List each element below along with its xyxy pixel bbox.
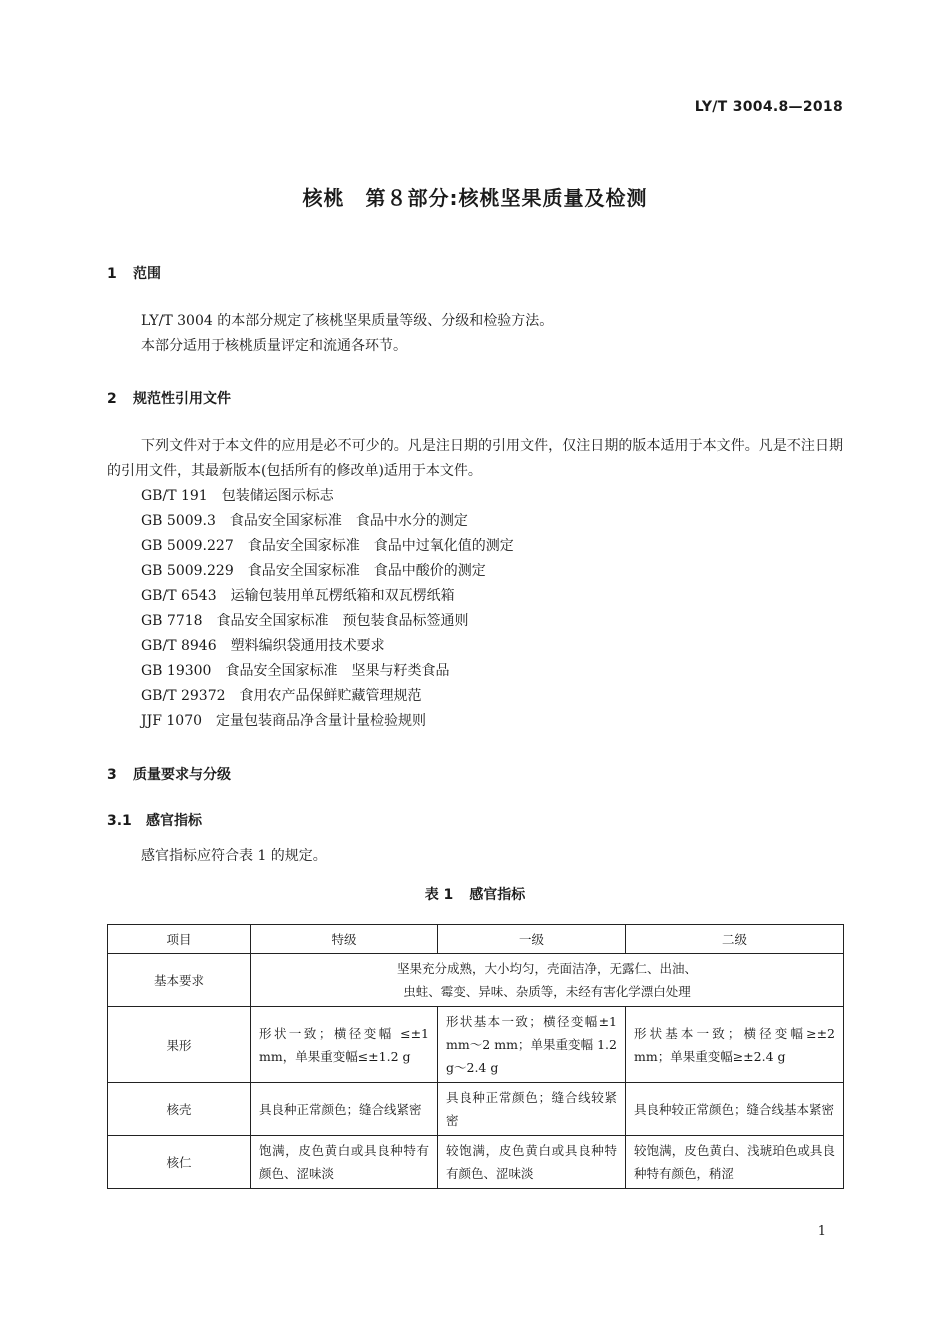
table-item-cell: 基本要求 (108, 954, 251, 1007)
reference-name: 食品安全国家标准 食品中水分的测定 (229, 513, 468, 529)
section-2-heading (107, 388, 231, 408)
reference-item (141, 509, 514, 534)
table-cell-second-grade: 形状基本一致；横径变幅≥±2 mm；单果重变幅≥±2.4 g (626, 1007, 844, 1083)
table-cell-first-grade: 形状基本一致；横径变幅±1 mm～2 mm；单果重变幅 1.2 g～2.4 g (438, 1007, 626, 1083)
reference-name: 定量包装商品净含量计量检验规则 (216, 713, 427, 729)
section-title: 质量要求与分级 (133, 767, 231, 783)
section-number: 3.1 (107, 813, 132, 829)
reference-item (141, 484, 514, 509)
reference-item (141, 609, 514, 634)
table-cell-first-grade: 较饱满，皮色黄白或具良种特有颜色、涩味淡 (438, 1136, 626, 1189)
section-title: 范围 (133, 266, 161, 282)
reference-name: 塑料编织袋通用技术要求 (230, 638, 385, 654)
section-1-paragraph: LY/T 3004 的本部分规定了核桃坚果质量等级、分级和检验方法。 (141, 313, 554, 329)
section-3-1-heading (107, 810, 202, 830)
sensory-index-table (107, 924, 844, 1189)
reference-name: 食品安全国家标准 坚果与籽类食品 (225, 663, 450, 679)
normative-references-list (141, 484, 514, 734)
table-row (108, 1083, 844, 1136)
reference-name: 运输包装用单瓦楞纸箱和双瓦楞纸箱 (230, 588, 455, 604)
reference-item (141, 534, 514, 559)
reference-name: 食用农产品保鲜贮藏管理规范 (239, 688, 422, 704)
table-header-row (108, 925, 844, 954)
table-header-cell: 二级 (626, 925, 844, 954)
reference-item (141, 659, 514, 684)
reference-item (141, 709, 514, 734)
reference-code: GB/T 6543 (141, 588, 217, 604)
table-cell-second-grade: 具良种较正常颜色；缝合线基本紧密 (626, 1083, 844, 1136)
section-number: 1 (107, 266, 117, 282)
reference-code: GB/T 191 (141, 488, 208, 504)
reference-item (141, 559, 514, 584)
table-row (108, 1007, 844, 1083)
table-cell-special-grade: 形状一致；横径变幅 ≤±1 mm，单果重变幅≤±1.2 g (251, 1007, 438, 1083)
section-1-paragraph: 本部分适用于核桃质量评定和流通各环节。 (141, 338, 407, 354)
section-3-1-paragraph: 感官指标应符合表 1 的规定。 (141, 848, 327, 864)
reference-name: 食品安全国家标准 预包装食品标签通则 (216, 613, 469, 629)
table-caption (0, 884, 950, 904)
basic-requirement-line: 坚果充分成熟，大小均匀，壳面洁净，无露仁、出油、 (396, 961, 697, 976)
table-header-cell: 项目 (108, 925, 251, 954)
section-3-heading (107, 764, 231, 784)
reference-code: GB 7718 (141, 613, 203, 629)
basic-requirement-cell (251, 954, 844, 1007)
table-header-cell: 一级 (438, 925, 626, 954)
reference-code: GB 5009.227 (141, 538, 234, 554)
table-cell-first-grade: 具良种正常颜色；缝合线较紧密 (438, 1083, 626, 1136)
table-cell-special-grade: 饱满，皮色黄白或具良种特有颜色、涩味淡 (251, 1136, 438, 1189)
table-item-cell: 果形 (108, 1007, 251, 1083)
reference-name: 包装储运图示标志 (221, 488, 334, 504)
section-2-intro: 下列文件对于本文件的应用是必不可少的。凡是注日期的引用文件，仅注日期的版本适用于本文件。凡是不注日期的引用文件，其最新版本(包括所有的修改单)适用于本文件。 (107, 438, 843, 479)
section-1-heading (107, 263, 161, 283)
section-number: 2 (107, 391, 117, 407)
reference-name: 食品安全国家标准 食品中酸价的测定 (247, 563, 486, 579)
table-caption-number: 表 1 (424, 887, 454, 903)
table-header-cell: 特级 (251, 925, 438, 954)
reference-name: 食品安全国家标准 食品中过氧化值的测定 (247, 538, 514, 554)
table-row (108, 954, 844, 1007)
standard-code: LY/T 3004.8—2018 (694, 99, 843, 115)
table-item-cell: 核仁 (108, 1136, 251, 1189)
reference-code: GB/T 29372 (141, 688, 226, 704)
reference-code: GB 5009.3 (141, 513, 216, 529)
table-cell-second-grade: 较饱满，皮色黄白、浅琥珀色或具良种特有颜色，稍涩 (626, 1136, 844, 1189)
section-number: 3 (107, 767, 117, 783)
table-row (108, 1136, 844, 1189)
page-number: 1 (817, 1224, 826, 1239)
reference-item (141, 634, 514, 659)
reference-code: GB 19300 (141, 663, 212, 679)
basic-requirement-line: 虫蛀、霉变、异味、杂质等，未经有害化学漂白处理 (403, 984, 691, 999)
reference-item (141, 584, 514, 609)
reference-code: JJF 1070 (141, 713, 203, 729)
table-item-cell: 核壳 (108, 1083, 251, 1136)
table-caption-title: 感官指标 (469, 887, 526, 903)
reference-code: GB 5009.229 (141, 563, 234, 579)
section-title: 规范性引用文件 (133, 391, 231, 407)
reference-item (141, 684, 514, 709)
section-title: 感官指标 (146, 813, 202, 829)
document-title: 核桃 第８部分:核桃坚果质量及检测 (302, 186, 648, 210)
reference-code: GB/T 8946 (141, 638, 217, 654)
table-cell-special-grade: 具良种正常颜色；缝合线紧密 (251, 1083, 438, 1136)
